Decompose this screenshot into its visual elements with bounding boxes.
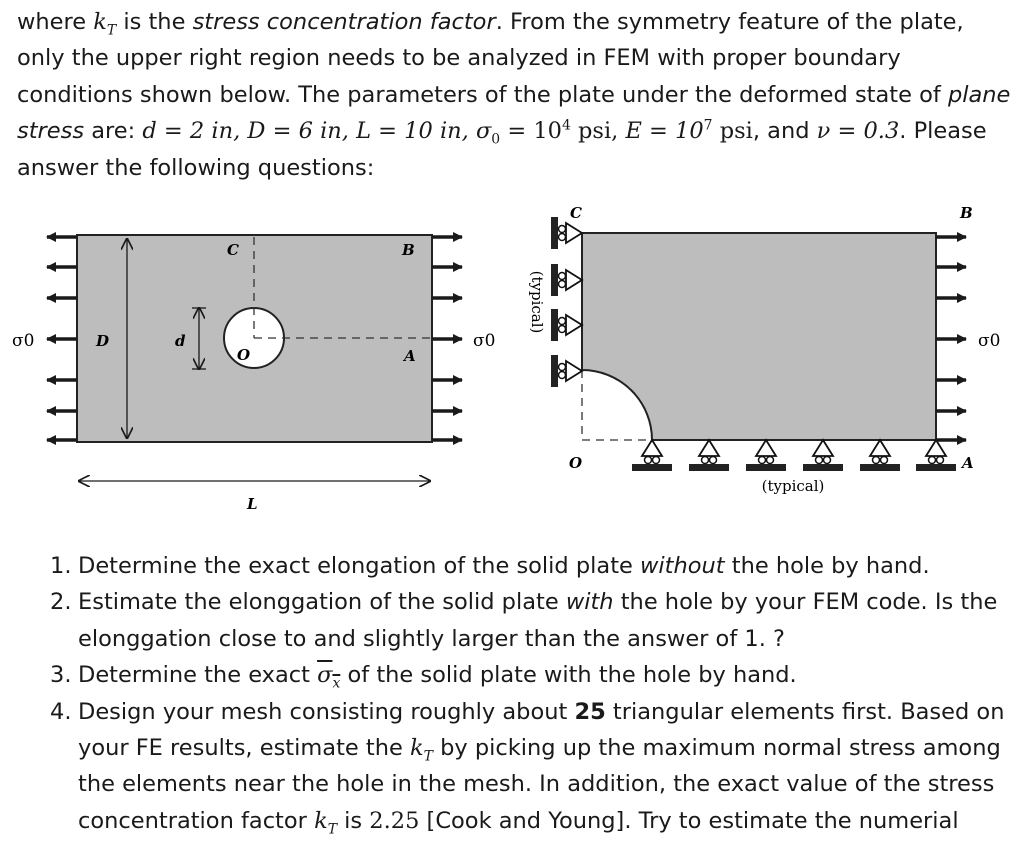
- quarter-label-C: C: [570, 204, 582, 222]
- quarter-label-O: O: [569, 454, 583, 472]
- intro-paragraph: where $k_T$ is the stress concentration factor. From the symmetry feature of the plate, only the upper right region needs to be analyzed in FEM with proper boundary conditions shown below. The parameters of the plate under the deformed state of plane stress are: d = 2 in, D = 6 in, L = 10 in, $\sigma_0 = 10^4$ psi, $E = 10^7$ psi, and ν = 0.3. Please answer the following questions:: [17, 9, 1011, 181]
- question-3: 3. Determine the exact $\sigma_x$ of the solid plate with the hole by hand.: [50, 662, 797, 692]
- label-d: d: [175, 332, 186, 350]
- param-E: $E = 10^7$ psi: [625, 117, 753, 145]
- param-L: L = 10 in,: [356, 118, 476, 145]
- quarter-load-arrows: [936, 237, 966, 440]
- quarter-label-B: B: [960, 204, 973, 222]
- left-load-arrows: [47, 237, 77, 440]
- question-list: [50, 548, 1010, 839]
- label-D: D: [96, 332, 110, 350]
- question-4: 4. Design your mesh consisting roughly about 25 triangular elements first. Based on your FE results, estimate the $k_T$ by picking up the maximum normal stress among the elements near the hole in the mesh. In addition, the exact value of the stress concentration factor $k_T$ is 2.25 [Cook and Young]. Try to estimate the numerial: [50, 698, 1005, 838]
- label-L: L: [247, 495, 258, 513]
- question-1: 1. Determine the exact elongation of the solid plate without the hole by hand.: [50, 553, 930, 579]
- sigma0-right-label: σ0: [473, 331, 496, 351]
- right-load-arrows: [432, 237, 462, 440]
- param-d: d = 2 in,: [142, 118, 248, 145]
- param-nu: ν = 0.3: [816, 118, 900, 145]
- quarter-model-diagram: [528, 204, 1000, 495]
- plate-figure: [0, 195, 1024, 525]
- label-O: O: [237, 346, 251, 364]
- sigma0-left-label: σ0: [12, 331, 35, 351]
- roller-supports-left: [551, 217, 582, 387]
- label-A: A: [404, 347, 416, 365]
- typical-label-vertical: (typical): [528, 270, 546, 334]
- quarter-sigma0-label: σ0: [978, 331, 1001, 351]
- quarter-plate-body: [582, 233, 936, 440]
- label-C: C: [227, 241, 239, 259]
- full-plate-diagram: [12, 235, 495, 513]
- question-2: 2. Estimate the elonggation of the solid plate with the hole by your FEM code. Is the elonggation close to and slightly larger than the answer of 1. ?: [50, 589, 998, 652]
- typical-label-bottom: (typical): [761, 477, 825, 495]
- kT-symbol: $k_T$: [93, 9, 117, 39]
- quarter-label-A: A: [962, 454, 974, 472]
- roller-supports-bottom: [632, 440, 956, 471]
- param-D: D = 6 in,: [247, 118, 357, 145]
- param-sigma0: $\sigma_0 = 10^4$ psi,: [475, 117, 626, 148]
- sigma-bar-x: $\sigma_x$: [317, 662, 341, 692]
- label-B: B: [402, 241, 415, 259]
